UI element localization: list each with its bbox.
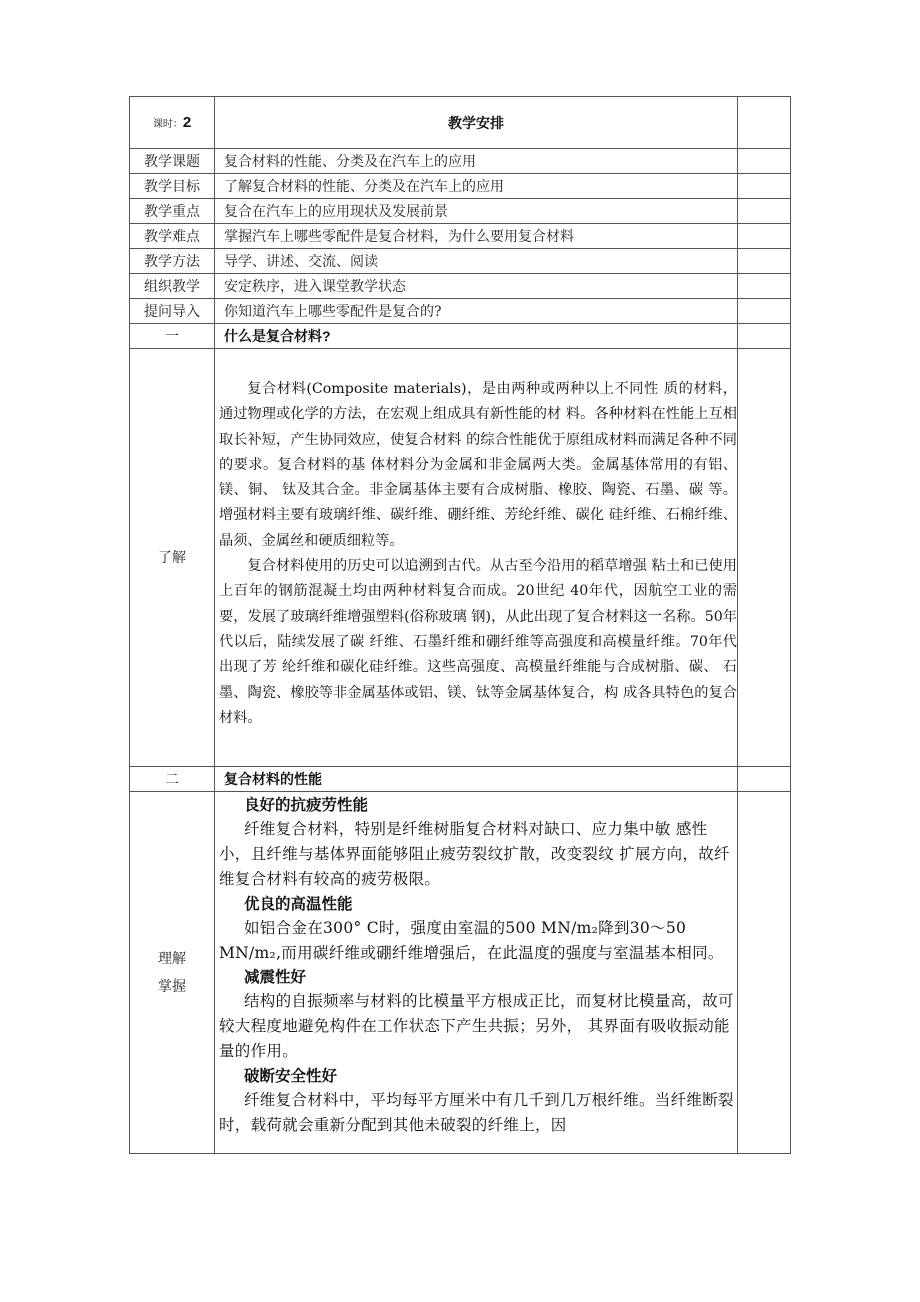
row-value: 导学、讲述、交流、阅读 [215,249,738,274]
notes-cell [738,274,791,299]
property-heading: 减震性好 [244,969,307,987]
table-row [130,299,791,324]
table-row [130,174,791,199]
section-number: 一 [130,324,215,349]
notes-cell [738,299,791,324]
class-hours-cell [130,97,215,149]
paragraph: 复合材料(Composite materials)，是由两种或两种以上不同性 质的材料，通过物理或化学的方法，在宏观上组成具有新性能的材 料。各种材料在性能上互相取长补短，产生协同效应，使复合材料 的综合性能优于原组成材料而满足各种不同的要求。复合材料的基 体材料分为金属和非金属两大类。金属基体常用的有铝、镁、铜、 钛及其合金。非金属基体主要有合成树脂、橡胶、陶瓷、石墨、碳 等。增强材料主要有玻璃纤维、碳纤维、硼纤维、芳纶纤维、碳化 硅纤维、石棉纤维、晶须、金属丝和硬质细粒等。 [219,381,737,549]
paragraph: 复合材料使用的历史可以追溯到古代。从古至今沿用的稻草增强 粘土和已使用上百年的钢筋混凝土均由两种材料复合而成。20世纪 40年代，因航空工业的需要，发展了玻璃纤维增强塑料(俗称玻璃 钢)，从此出现了复合材料这一名称。50年代以后，陆续发展了碳 纤维、石墨纤维和硼纤维等高强度和高模量纤维。70年代出现了芳 纶纤维和碳化硅纤维。这些高强度、高模量纤维能与合成树脂、碳、 石墨、陶瓷、橡胶等非金属基体或铝、镁、钛等金属基体复合，构 成各具特色的复合材料。 [219,558,737,726]
notes-cell [738,149,791,174]
row-label: 教学目标 [130,174,215,199]
row-label: 教学难点 [130,224,215,249]
side-label-line: 理解 [158,950,186,967]
section-number: 二 [130,767,215,792]
section-2-header-row [130,767,791,792]
row-label: 组织教学 [130,274,215,299]
section-1-content [215,349,738,767]
row-value: 了解复合材料的性能、分类及在汽车上的应用 [215,174,738,199]
notes-cell [738,174,791,199]
notes-cell [738,324,791,349]
property-heading: 良好的抗疲劳性能 [244,797,369,814]
lesson-plan-table [129,96,791,1154]
table-row [130,274,791,299]
property-text: 如铝合金在300° C时，强度由室温的500 MN/m₂降到30～50 MN/m₂,而用碳纤维或硼纤维增强后，在此温度的强度与室温基本相同。 [219,918,724,962]
property-text: 纤维复合材料中，平均每平方厘米中有几千到几万根纤维。当纤维断裂时，载荷就会重新分配到其他未破裂的纤维上，因 [219,1090,734,1134]
row-label: 教学课题 [130,149,215,174]
notes-cell [738,224,791,249]
row-value: 复合材料的性能、分类及在汽车上的应用 [215,149,738,174]
table-title: 教学安排 [215,97,738,149]
row-value: 掌握汽车上哪些零配件是复合材料，为什么要用复合材料 [215,224,738,249]
section-2-body-row [130,792,791,1154]
section-title: 复合材料的性能 [215,767,738,792]
section-side-label: 了解 [130,349,215,767]
section-2-content [215,792,738,1154]
section-title: 什么是复合材料? [215,324,738,349]
side-label-line: 掌握 [158,978,186,995]
notes-cell [738,792,791,1154]
section-1-header-row [130,324,791,349]
row-value: 你知道汽车上哪些零配件是复合的? [215,299,738,324]
class-hours-label: 课时： [152,119,183,130]
notes-cell [738,199,791,224]
table-row [130,224,791,249]
property-text: 结构的自振频率与材料的比模量平方根成正比，而复材比模量高，故可较大程度地避免构件在工作状态下产生共振；另外， 其界面有吸收振动能量的作用。 [219,992,734,1061]
property-heading: 优良的高温性能 [244,895,353,913]
row-label: 教学方法 [130,249,215,274]
row-label: 提问导入 [130,299,215,324]
notes-cell [738,97,791,149]
notes-cell [738,249,791,274]
class-hours-value: 2 [182,114,192,131]
header-row [130,97,791,149]
property-heading: 破断安全性好 [244,1067,338,1085]
table-row [130,199,791,224]
row-label: 教学重点 [130,199,215,224]
table-row [130,149,791,174]
property-text: 纤维复合材料，特别是纤维树脂复合材料对缺口、应力集中敏 感性小，且纤维与基体界面能够阻止疲劳裂纹扩散，改变裂纹 扩展方向，故纤维复合材料有较高的疲劳极限。 [219,820,730,889]
row-value: 安定秩序，进入课堂教学状态 [215,274,738,299]
section-1-body-row [130,349,791,767]
section-side-label [130,792,215,1154]
notes-cell [738,767,791,792]
row-value: 复合在汽车上的应用现状及发展前景 [215,199,738,224]
notes-cell [738,349,791,767]
table-row [130,249,791,274]
